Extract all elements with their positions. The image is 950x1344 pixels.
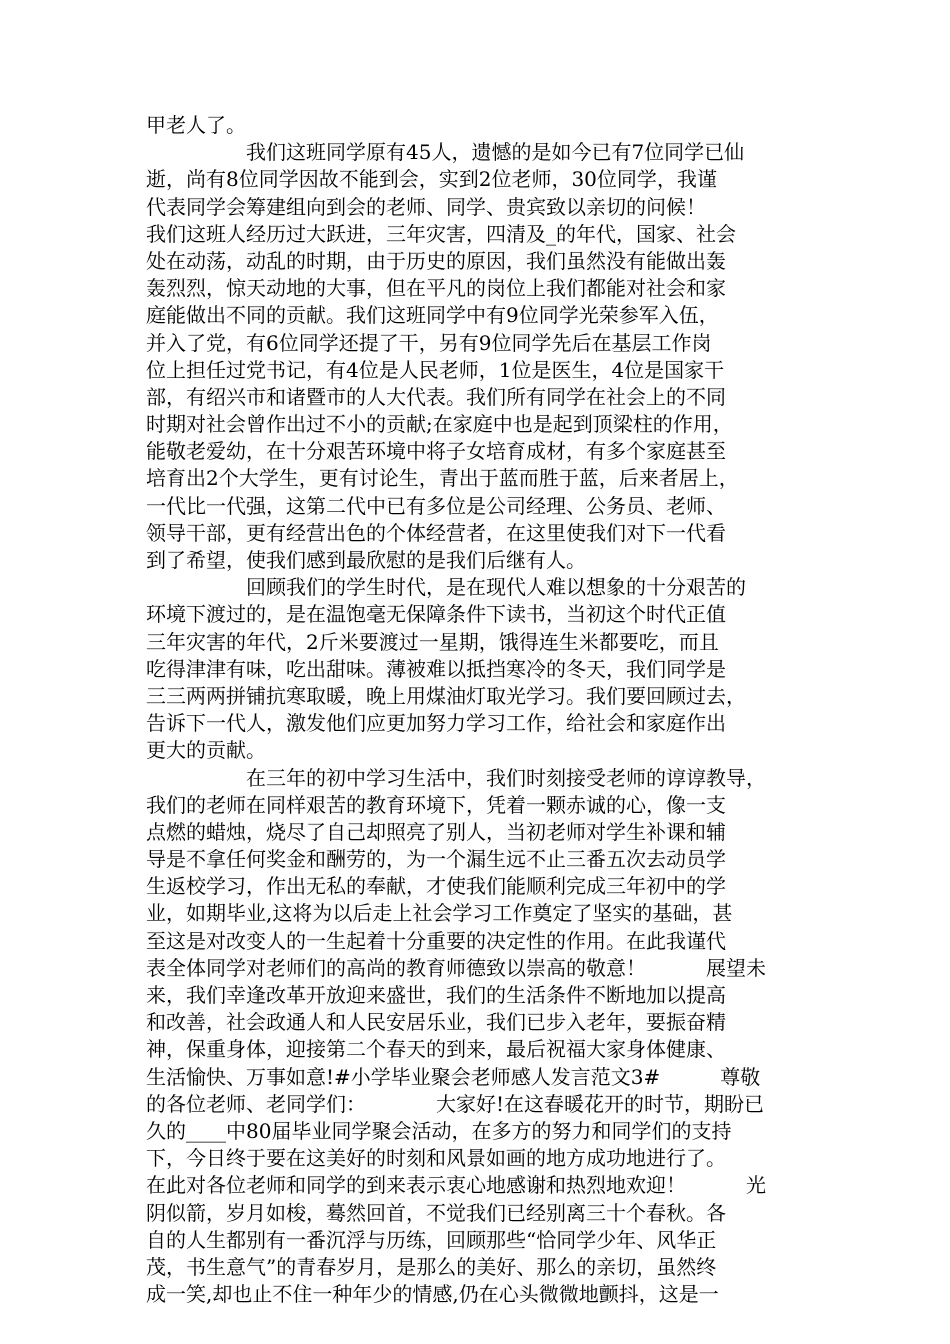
text-line: 成一笑,却也止不住一种年少的情感,仍在心头微微地颤抖，这是一 — [146, 1282, 719, 1307]
text-line: 庭能做出不同的贡献。我们这班同学中有9位同学光荣参军入伍， — [146, 303, 719, 328]
text-line: 吃得津津有味，吃出甜味。薄被难以抵挡寒冷的冬天，我们同学是 — [146, 656, 726, 681]
text-line: 到了希望，使我们感到最欣慰的是我们后继有人。 — [146, 548, 586, 572]
text-line: 表全体同学对老师们的高尚的教育师德致以崇高的敬意！ 展望未 — [146, 955, 766, 980]
text-line: 自的人生都别有一番沉浮与历练，回顾那些“恰同学少年、风华正 — [146, 1227, 717, 1252]
text-line: 代表同学会筹建组向到会的老师、同学、贵宾致以亲切的问候！ — [146, 194, 706, 219]
text-line: 甲老人了。 — [146, 113, 246, 137]
text-line: 至这是对改变人的一生起着十分重要的决定性的作用。在此我谨代 — [146, 928, 726, 953]
text-line: 并入了党，有6位同学还提了干，另有9位同学先后在基层工作岗 — [146, 330, 712, 355]
text-line: 的各位老师、老同学们： 大家好!在这春暖花开的时节，期盼已 — [146, 1091, 765, 1116]
text-line: 生返校学习，作出无私的奉献，才使我们能顺利完成三年初中的学 — [146, 874, 726, 899]
text-line: 我们这班同学原有45人，遗憾的是如今已有7位同学已仙 — [146, 140, 745, 165]
text-line: 位上担任过党书记，有4位是人民老师，1位是医生，4位是国家干 — [146, 357, 725, 382]
text-line: 轰烈烈，惊天动地的大事，但在平凡的岗位上我们都能对社会和家 — [146, 276, 726, 301]
text-line: 部，有绍兴市和诸暨市的人大代表。我们所有同学在社会上的不同 — [146, 384, 726, 409]
text-line: 更大的贡献。 — [146, 738, 266, 763]
text-line: 在此对各位老师和同学的到来表示衷心地感谢和热烈地欢迎！ 光 — [146, 1173, 766, 1198]
text-line: 业，如期毕业,这将为以后走上社会学习工作奠定了坚实的基础，甚 — [146, 901, 733, 926]
text-line: 三年灾害的年代，2斤米要渡过一星期，饿得连生米都要吃，而且 — [146, 629, 719, 654]
text-line: 导是不拿任何奖金和酬劳的，为一个漏生远不止三番五次去动员学 — [146, 847, 726, 872]
text-line: 神，保重身体，迎接第二个春天的到来，最后祝福大家身体健康、 — [146, 1037, 726, 1062]
text-line: 和改善，社会政通人和人民安居乐业，我们已步入老年，要振奋精 — [146, 1010, 726, 1035]
text-line: 茂，书生意气”的青春岁月，是那么的美好、那么的亲切，虽然终 — [146, 1254, 717, 1279]
text-line: 回顾我们的学生时代，是在现代人难以想象的十分艰苦的 — [146, 575, 746, 600]
text-line: 我们这班人经历过大跃进，三年灾害，四清及_的年代，国家、社会 — [146, 221, 736, 246]
text-line: 下，今日终于要在这美好的时刻和风景如画的地方成功地进行了。 — [146, 1146, 726, 1171]
text-line: 告诉下一代人，激发他们应更加努力学习工作，给社会和家庭作出 — [146, 711, 726, 736]
text-line: 来，我们幸逢改革开放迎来盛世，我们的生活条件不断地加以提高 — [146, 983, 726, 1007]
text-line: 点燃的蜡烛，烧尽了自己却照亮了别人，当初老师对学生补课和辅 — [146, 819, 726, 844]
text-line: 阴似箭，岁月如梭，蓦然回首，不觉我们已经别离三十个春秋。各 — [146, 1200, 726, 1225]
text-line: 我们的老师在同样艰苦的教育环境下，凭着一颗赤诚的心，像一支 — [146, 792, 726, 817]
text-line: 时期对社会曾作出过不小的贡献;在家庭中也是起到顶梁柱的作用， — [146, 412, 733, 437]
text-line: 培育出2个大学生，更有讨论生，青出于蓝而胜于蓝，后来者居上， — [146, 466, 739, 491]
text-line: 在三年的初中学习生活中，我们时刻接受老师的谆谆教导， — [146, 765, 766, 790]
text-line: 领导干部，更有经营出色的个体经营者，在这里使我们对下一代看 — [146, 520, 726, 545]
text-line: 逝，尚有8位同学因故不能到会，实到2位老师，30位同学，我谨 — [146, 167, 717, 192]
text-line: 久的____中80届毕业同学聚会活动，在多方的努力和同学们的支持 — [146, 1118, 732, 1143]
text-line: 环境下渡过的，是在温饱毫无保障条件下读书，当初这个时代正值 — [146, 602, 726, 627]
text-line: 一代比一代强，这第二代中已有多位是公司经理、公务员、老师、 — [146, 493, 726, 518]
text-line: 处在动荡，动乱的时期，由于历史的原因，我们虽然没有能做出轰 — [146, 248, 726, 273]
text-line: 三三两两拼铺抗寒取暖，晚上用煤油灯取光学习。我们要回顾过去， — [146, 683, 746, 708]
body-text — [146, 112, 826, 1308]
text-line: 生活愉快、万事如意!#小学毕业聚会老师感人发言范文3# 尊敬 — [146, 1064, 761, 1089]
text-line: 能敬老爱幼，在十分艰苦环境中将子女培育成材，有多个家庭甚至 — [146, 439, 726, 464]
